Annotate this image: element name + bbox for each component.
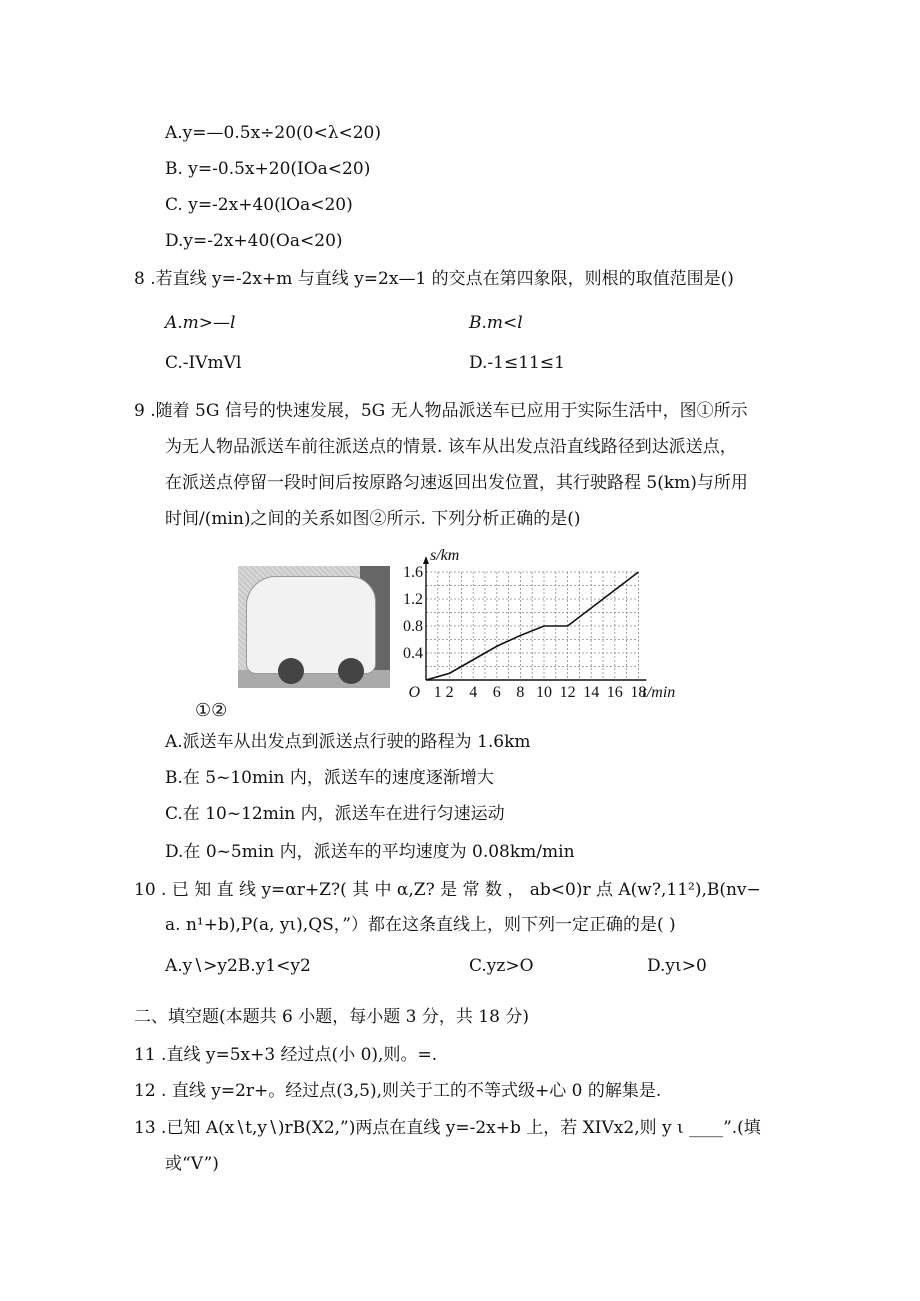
section-2-heading: 二、填空题(本题共 6 小题，每小题 3 分，共 18 分)	[134, 1007, 529, 1027]
q9-option-c: C.在 10~12min 内，派送车在进行匀速运动	[165, 804, 505, 824]
q9-option-a: A.派送车从出发点到派送点行驶的路程为 1.6km	[165, 732, 531, 752]
q8-option-b: B.m<l	[469, 313, 523, 333]
x-tick-label: 6	[492, 684, 501, 701]
q9-stem-line-3: 在派送点停留一段时间后按原路匀速返回出发位置，其行驶路程 5(km)与所用	[165, 473, 748, 493]
chart-axes	[423, 556, 646, 680]
distance-time-chart	[403, 546, 690, 706]
q7-option-c: C. y=-2x+40(lOa<20)	[165, 195, 353, 215]
q9-stem-line-1: 9 .随着 5G 信号的快速发展，5G 无人物品派送车已应用于实际生活中，图①所示	[134, 401, 748, 421]
q9-stem-line-4: 时间/(min)之间的关系如图②所示. 下列分析正确的是()	[165, 509, 581, 529]
x-tick-label: 14	[583, 684, 600, 701]
q8-option-c: C.-IVmVl	[165, 353, 242, 373]
q10-stem-line-2: a. n¹+b),P(a, yι),QS，”）都在这条直线上，则下列一定正确的是( )	[165, 915, 676, 935]
chart-grid	[426, 572, 638, 680]
q13-line-2: 或“V”)	[165, 1154, 219, 1174]
x-tick-label: 1	[433, 684, 442, 701]
origin-label: O	[408, 684, 420, 701]
x-tick-label: 10	[536, 684, 552, 701]
q7-option-a: A.y=—0.5x÷20(0<λ<20)	[165, 123, 382, 143]
x-axis-label: t/min	[642, 684, 676, 701]
x-tick-label: 16	[606, 684, 623, 701]
q9-option-d: D.在 0~5min 内，派送车的平均速度为 0.08km/min	[165, 842, 575, 862]
x-tick-label: 4	[469, 684, 478, 701]
y-tick-label: 0.4	[403, 645, 423, 662]
delivery-vehicle-photo	[238, 566, 390, 688]
x-tick-label: 8	[516, 684, 525, 701]
y-tick-label: 1.2	[403, 591, 423, 608]
y-tick-label: 1.6	[403, 564, 423, 581]
q13-line-1: 13 .已知 A(x∖t,y∖)rB(X2,”)两点在直线 y=-2x+b 上，若 XIVx2,则 y ι ____”.(填	[134, 1118, 761, 1138]
q9-stem-line-2: 为无人物品派送车前往派送点的情景. 该车从出发点沿直线路径到达派送点，	[165, 437, 737, 457]
q10-option-c: C.yz>O	[469, 956, 534, 976]
q12: 12 . 直线 y=2r+。经过点(3,5),则关于工的不等式级+心 0 的解集是.	[134, 1081, 662, 1101]
q10-stem-line-1: 10 . 已 知 直 线 y=αr+Z?( 其 中 α,Z? 是 常 数 ， ab<0)r 点 A(w?,11²),B(nv−	[134, 880, 761, 900]
q10-option-d: D.yι>0	[647, 956, 707, 976]
q8-option-d: D.-1≤11≤1	[469, 353, 565, 373]
figure-labels: ①②	[195, 700, 228, 721]
q7-option-d: D.y=-2x+40(Oa<20)	[165, 231, 343, 251]
x-tick-label: 2	[445, 684, 454, 701]
y-axis-arrow	[423, 556, 429, 564]
q10-option-ab: A.y∖>y2B.y1<y2	[165, 956, 311, 976]
q8-stem: 8 .若直线 y=-2x+m 与直线 y=2x—1 的交点在第四象限，则根的取值范围是()	[134, 269, 734, 289]
q9-option-b: B.在 5~10min 内，派送车的速度逐渐增大	[165, 768, 494, 788]
x-tick-label: 12	[559, 684, 576, 701]
q7-option-b: B. y=-0.5x+20(IOa<20)	[165, 159, 371, 179]
y-axis-label: s/km	[430, 547, 460, 564]
q11: 11 .直线 y=5x+3 经过点(小 0),则。=.	[134, 1045, 438, 1065]
q8-option-a: A.m>—l	[165, 313, 236, 333]
chart-ticks	[403, 547, 675, 701]
y-tick-label: 0.8	[403, 618, 423, 635]
x-tick-label: 18	[630, 684, 647, 701]
